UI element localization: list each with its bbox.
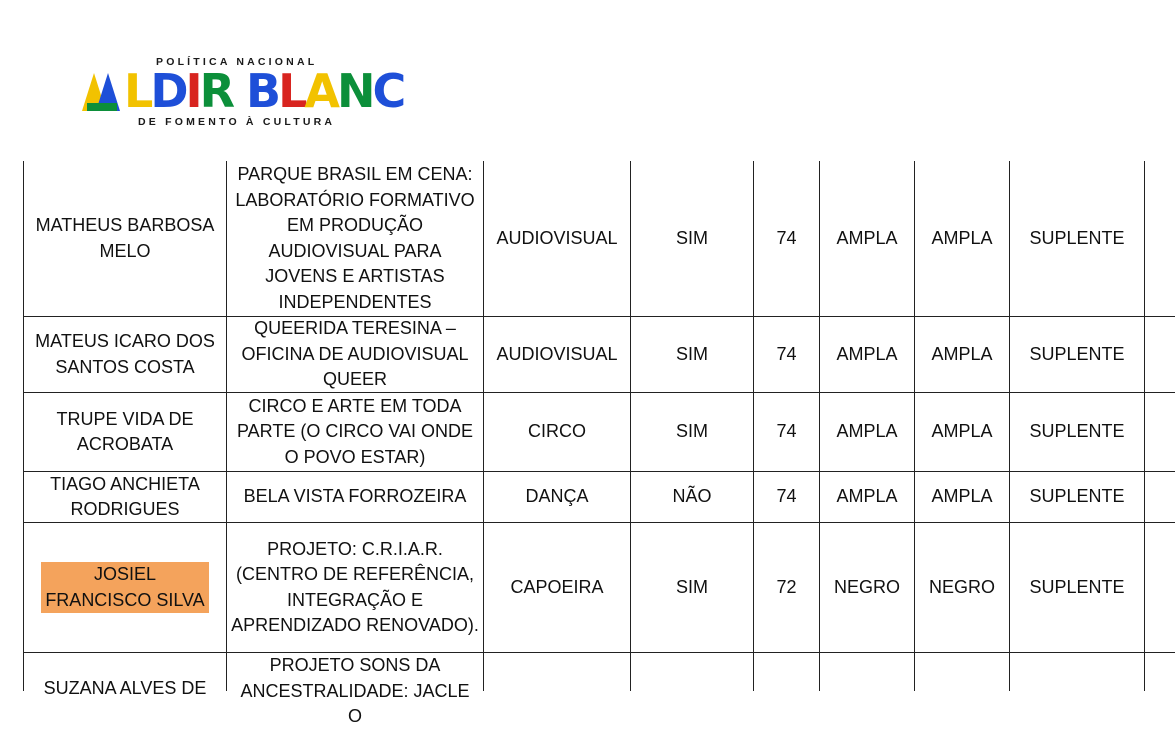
logo-letter: L [278, 64, 305, 118]
category-cell: AUDIOVISUAL [496, 343, 618, 364]
logo-letter: D [150, 64, 186, 118]
logo-letter: I [185, 64, 200, 118]
project-cell: QUEERIDA TERESINA – OFICINA DE AUDIOVISUAL QUEER [241, 318, 469, 390]
score-cell: 74 [776, 343, 797, 364]
score-cell: 72 [776, 576, 797, 597]
name-cell: MATHEUS BARBOSA MELO [35, 215, 215, 261]
flag-cell: SIM [675, 576, 708, 597]
aldir-blanc-logo [82, 52, 402, 134]
status-cell: SUPLENTE [1029, 486, 1125, 507]
category-cell: DANÇA [525, 486, 589, 507]
status-cell: SUPLENTE [1029, 343, 1125, 364]
status-cell: SUPLENTE [1029, 576, 1125, 597]
status-cell: SUPLENTE [1029, 421, 1125, 442]
table-divider [1144, 161, 1145, 691]
score-cell: 74 [776, 421, 797, 442]
name-cell [24, 523, 226, 652]
highlighted-name: JOSIEL FRANCISCO SILVA [41, 562, 209, 613]
logo-letter: R [199, 64, 233, 118]
name-cell: MATEUS ICARO DOS SANTOS COSTA [35, 331, 215, 377]
quota-cell: AMPLA [836, 343, 898, 364]
score-cell: 74 [776, 227, 797, 248]
logo-letter: A [304, 64, 338, 118]
flag-cell: NÃO [672, 486, 712, 507]
project-cell: PROJETO SONS DA ANCESTRALIDADE: JACLE O [240, 655, 470, 726]
logo-letter: B [246, 64, 279, 118]
quota-cell: AMPLA [931, 227, 993, 248]
table-divider [23, 652, 1175, 653]
logo-letter: C [372, 64, 404, 118]
name-cell: SUZANA ALVES DE [43, 678, 207, 698]
logo-wordmark [82, 66, 403, 116]
logo-top-line: POLÍTICA NACIONAL [156, 56, 318, 68]
score-cell: 74 [776, 486, 797, 507]
quota-cell: AMPLA [836, 421, 898, 442]
flag-cell: SIM [675, 343, 708, 364]
status-cell: SUPLENTE [1029, 227, 1125, 248]
quota-cell: AMPLA [836, 227, 898, 248]
flag-cell: SIM [675, 421, 708, 442]
name-cell: TRUPE VIDA DE ACROBATA [56, 408, 194, 454]
flag-cell: SIM [675, 227, 708, 248]
category-cell: CIRCO [528, 421, 586, 442]
project-cell: PROJETO: C.R.I.A.R. (CENTRO DE REFERÊNCIA, INTEGRAÇÃO E APRENDIZADO RENOVADO). [231, 538, 479, 635]
logo-letter [232, 66, 246, 116]
project-cell: CIRCO E ARTE EM TODA PARTE (O CIRCO VAI ONDE O POVO ESTAR) [236, 395, 474, 467]
name-cell: TIAGO ANCHIETA RODRIGUES [50, 473, 200, 519]
quota-cell: AMPLA [931, 343, 993, 364]
quota-cell: AMPLA [836, 486, 898, 507]
category-cell: CAPOEIRA [510, 576, 604, 597]
category-cell: AUDIOVISUAL [496, 227, 618, 248]
quota-cell: NEGRO [833, 576, 900, 597]
project-cell: PARQUE BRASIL EM CENA: LABORATÓRIO FORMATIVO EM PRODUÇÃO AUDIOVISUAL PARA JOVENS E ARTISTAS INDEPENDENTES [235, 164, 475, 312]
quota-cell: AMPLA [931, 486, 993, 507]
project-cell: BELA VISTA FORROZEIRA [243, 486, 467, 507]
logo-bottom-line: DE FOMENTO À CULTURA [138, 116, 336, 128]
logo-letter: L [124, 64, 151, 118]
logo-letter: N [337, 64, 373, 118]
logo-a-triangle-icon [82, 69, 122, 111]
quota-cell: NEGRO [928, 576, 995, 597]
quota-cell: AMPLA [931, 421, 993, 442]
